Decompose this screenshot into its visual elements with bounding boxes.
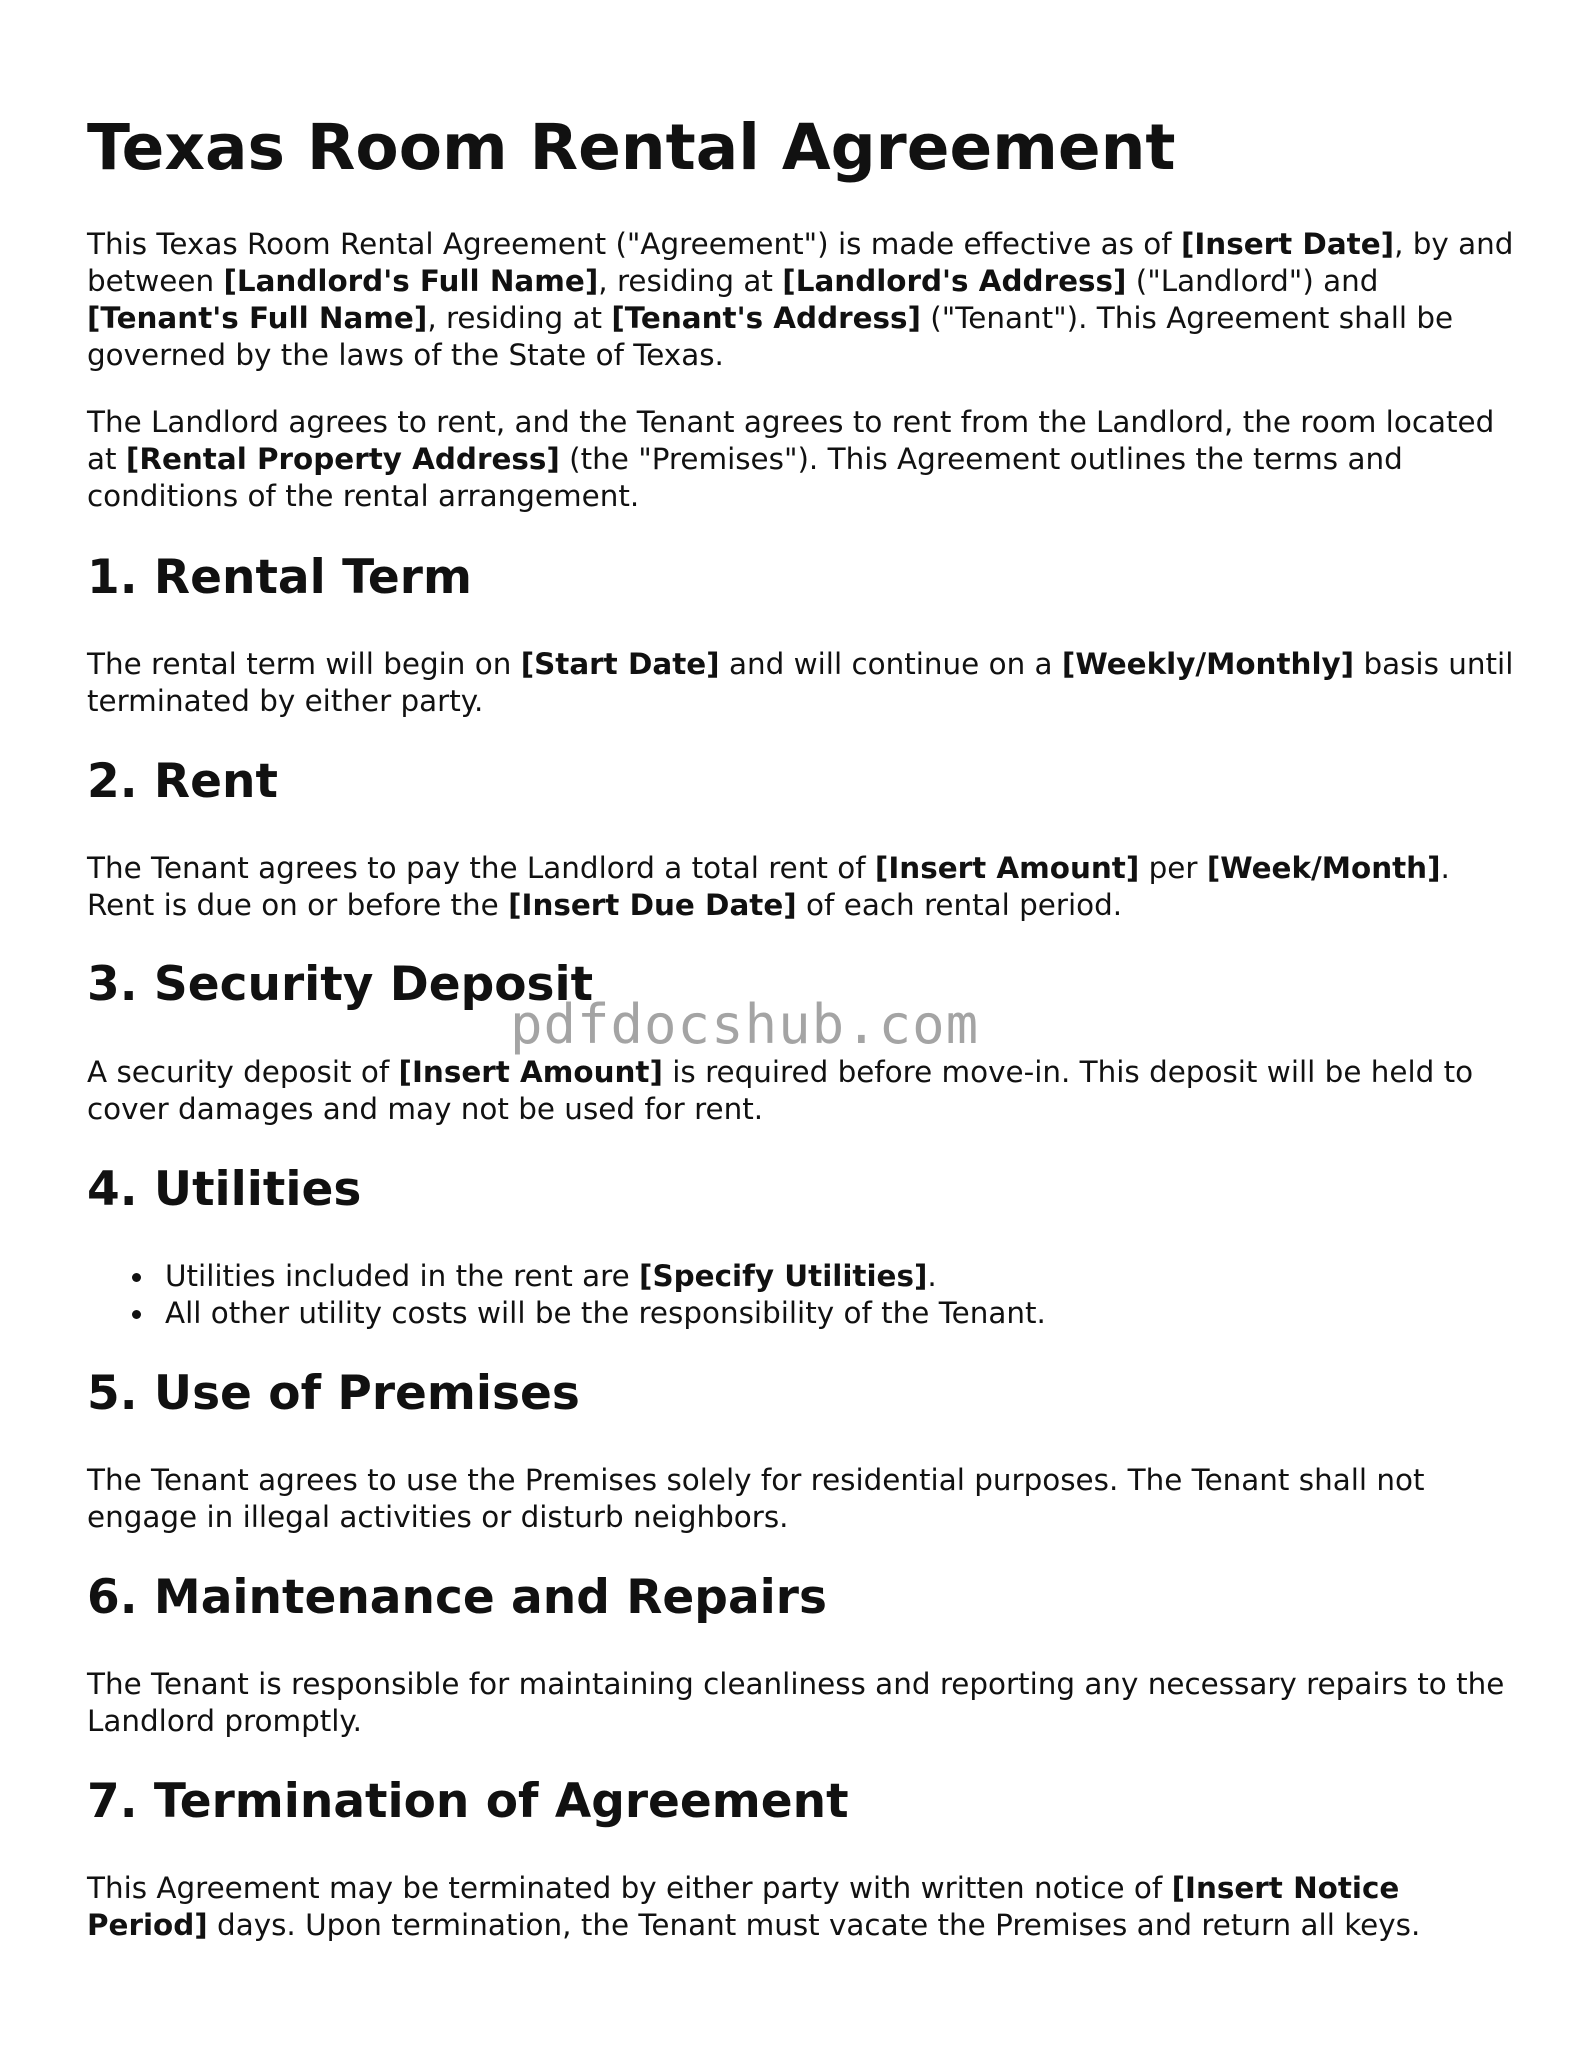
intro-paragraph-premises: The Landlord agrees to rent, and the Tenant agrees to rent from the Landlord, the room located at [Rental Property Address] (the "Premises"). This Agreement outlines the terms and conditions of the rental arrangement. <box>87 405 1495 513</box>
placeholder-property-address: [Rental Property Address] <box>125 442 560 476</box>
placeholder-frequency: [Weekly/Monthly] <box>1061 647 1355 681</box>
bullet-icon <box>132 1273 141 1282</box>
placeholder-insert-date: [Insert Date] <box>1180 227 1395 261</box>
section-heading-rental-term: 1. Rental Term <box>87 550 472 605</box>
section-heading-utilities: 4. Utilities <box>87 1162 362 1217</box>
section-heading-rent: 2. Rent <box>87 754 278 809</box>
section-text-maintenance: The Tenant is responsible for maintaining cleanliness and reporting any necessary repairs to the Landlord promptly. <box>87 1667 1505 1738</box>
list-item: All other utility costs will be the responsibility of the Tenant. <box>87 1295 1517 1332</box>
placeholder-tenant-name: [Tenant's Full Name] <box>87 301 428 335</box>
placeholder-notice-period: [Insert Notice Period] <box>87 1871 1400 1942</box>
utilities-list <box>87 1258 1517 1332</box>
placeholder-deposit-amount: [Insert Amount] <box>398 1055 663 1089</box>
placeholder-landlord-address: [Landlord's Address] <box>782 264 1127 298</box>
section-heading-termination: 7. Termination of Agreement <box>87 1774 849 1829</box>
placeholder-landlord-name: [Landlord's Full Name] <box>223 264 599 298</box>
section-text-rental-term: The rental term will begin on [Start Date] and will continue on a [Weekly/Monthly] basis until terminated by either party. <box>87 647 1514 718</box>
watermark-text: pdfdocshub.com <box>510 993 980 1056</box>
placeholder-rent-amount: [Insert Amount] <box>874 851 1140 885</box>
placeholder-specify-utilities: [Specify Utilities] <box>639 1259 928 1293</box>
intro-paragraph-parties: This Texas Room Rental Agreement ("Agreement") is made effective as of [Insert Date], by and between [Landlord's Full Name], residing at [Landlord's Address] ("Landlord") and [Tenant's Full Name], residing at [Tenant's Address] ("Tenant"). This Agreement shall be governed by the laws of the State of Texas. <box>87 227 1514 372</box>
section-text-use-of-premises: The Tenant agrees to use the Premises solely for residential purposes. The Tenant shall not engage in illegal activities or disturb neighbors. <box>87 1463 1425 1534</box>
placeholder-rent-due-date: [Insert Due Date] <box>508 888 797 922</box>
document-title: Texas Room Rental Agreement <box>87 111 1176 184</box>
section-heading-security-deposit: 3. Security Deposit <box>87 957 594 1012</box>
section-text-security-deposit: A security deposit of [Insert Amount] is required before move-in. This deposit will be held to cover damages and may not be used for rent. <box>87 1055 1474 1126</box>
section-text-termination: This Agreement may be terminated by either party with written notice of [Insert Notice Period] days. Upon termination, the Tenant must vacate the Premises and return all keys. <box>87 1871 1421 1942</box>
section-heading-maintenance: 6. Maintenance and Repairs <box>87 1570 827 1625</box>
placeholder-tenant-address: [Tenant's Address] <box>611 301 921 335</box>
list-item: Utilities included in the rent are [Specify Utilities]. <box>87 1258 1517 1295</box>
section-text-rent: The Tenant agrees to pay the Landlord a total rent of [Insert Amount] per [Week/Month]. Rent is due on or before the [Insert Due Date] of each rental period. <box>87 851 1450 922</box>
placeholder-start-date: [Start Date] <box>520 647 720 681</box>
section-heading-use-of-premises: 5. Use of Premises <box>87 1366 580 1421</box>
placeholder-rent-period: [Week/Month] <box>1206 851 1441 885</box>
bullet-icon <box>132 1310 141 1319</box>
